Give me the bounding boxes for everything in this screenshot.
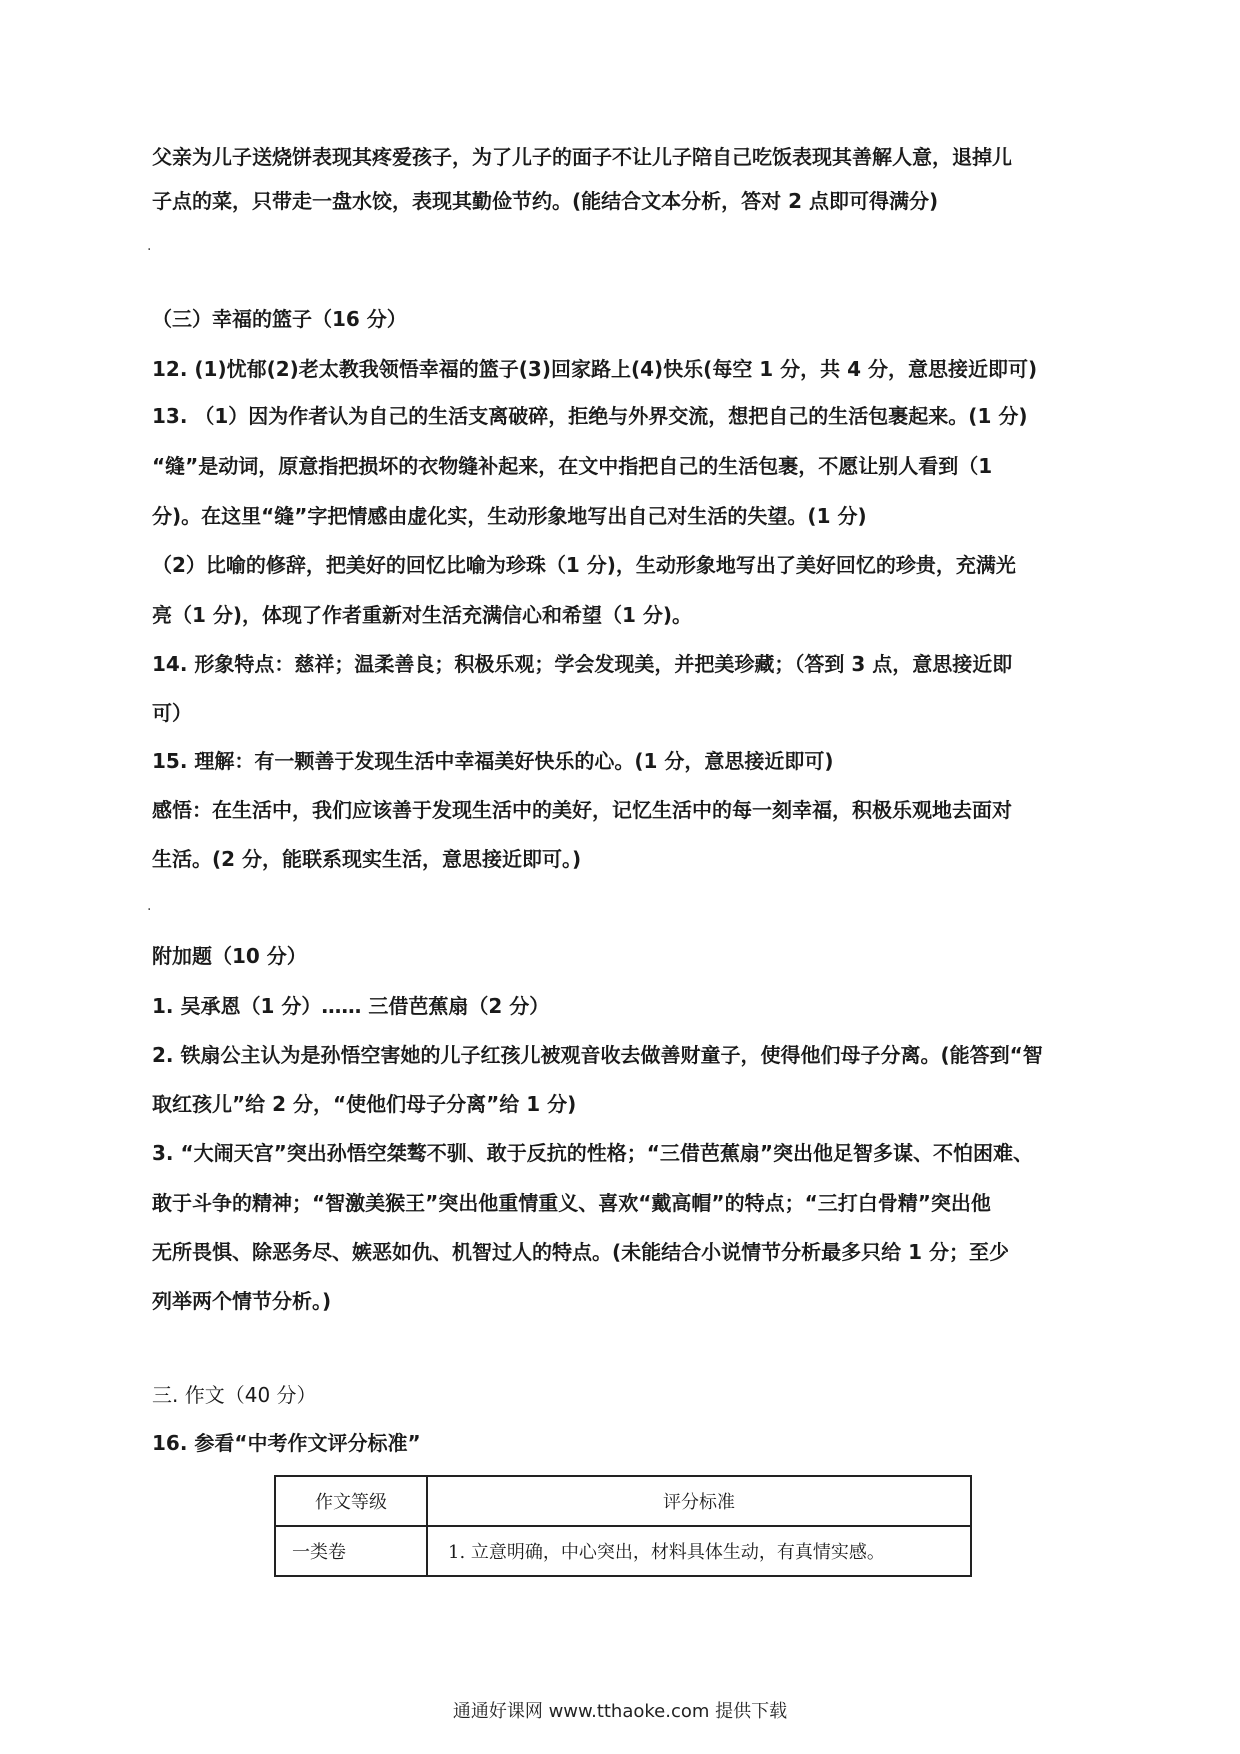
text-line: （2）比喻的修辞，把美好的回忆比喻为珍珠（1 分)，生动形象地写出了美好回忆的珍贵，充满光 (152, 553, 1016, 577)
text-line: 父亲为儿子送烧饼表现其疼爱孩子，为了儿子的面子不让儿子陪自己吃饭表现其善解人意，退掉儿 (152, 145, 1012, 169)
column-header: 作文等级 (275, 1476, 427, 1526)
stray-mark: . (147, 238, 152, 254)
section-heading: 附加题（10 分） (152, 944, 307, 968)
text-line: 敢于斗争的精神；“智激美猴王”突出他重情重义、喜欢“戴高帽”的特点；“三打白骨精”突出他 (152, 1191, 991, 1215)
scoring-table (274, 1475, 972, 1577)
text-line: 15. 理解：有一颗善于发现生活中幸福美好快乐的心。(1 分，意思接近即可) (152, 749, 834, 773)
table-cell: 1. 立意明确，中心突出，材料具体生动，有真情实感。 (427, 1526, 971, 1576)
text-line: 感悟：在生活中，我们应该善于发现生活中的美好，记忆生活中的每一刻幸福，积极乐观地去面对 (152, 798, 1012, 822)
section-heading: 三. 作文（40 分） (152, 1383, 317, 1407)
text-line: 1. 吴承恩（1 分）…… 三借芭蕉扇（2 分） (152, 994, 550, 1018)
text-line: 子点的菜，只带走一盘水饺，表现其勤俭节约。(能结合文本分析，答对 2 点即可得满分) (152, 189, 939, 213)
text-line: 分)。在这里“缝”字把情感由虚化实，生动形象地写出自己对生活的失望。(1 分) (152, 504, 867, 528)
text-line: 取红孩儿”给 2 分，“使他们母子分离”给 1 分) (152, 1092, 577, 1116)
text-line: 14. 形象特点：慈祥；温柔善良；积极乐观；学会发现美，并把美珍藏；（答到 3 点，意思接近即 (152, 652, 1013, 676)
column-header: 评分标准 (427, 1476, 971, 1526)
page-footer: 通通好课网 www.tthaoke.com 提供下载 (452, 1701, 788, 1722)
text-line: 列举两个情节分析。) (152, 1289, 332, 1313)
text-line: 生活。(2 分，能联系现实生活，意思接近即可。) (152, 847, 582, 871)
text-line: 16. 参看“中考作文评分标准” (152, 1431, 421, 1455)
table-row (275, 1526, 971, 1576)
text-line: 可） (152, 701, 192, 725)
text-line: 12. (1)忧郁(2)老太教我领悟幸福的篮子(3)回家路上(4)快乐(每空 1 分，共 4 分，意思接近即可) (152, 357, 1038, 381)
stray-mark: . (147, 898, 152, 914)
section-heading: （三）幸福的篮子（16 分） (152, 307, 407, 331)
text-line: 13. （1）因为作者认为自己的生活支离破碎，拒绝与外界交流，想把自己的生活包裹起来。(1 分) (152, 404, 1028, 428)
table-cell: 一类卷 (275, 1526, 427, 1576)
table-header-row (275, 1476, 971, 1526)
text-line: 无所畏惧、除恶务尽、嫉恶如仇、机智过人的特点。(未能结合小说情节分析最多只给 1 分；至少 (152, 1240, 1009, 1264)
text-line: 亮（1 分)，体现了作者重新对生活充满信心和希望（1 分)。 (152, 603, 693, 627)
text-line: 3. “大闹天宫”突出孙悟空桀骜不驯、敢于反抗的性格；“三借芭蕉扇”突出他足智多谋、不怕困难、 (152, 1141, 1034, 1165)
text-line: 2. 铁扇公主认为是孙悟空害她的儿子红孩儿被观音收去做善财童子，使得他们母子分离。(能答到“智 (152, 1043, 1043, 1067)
text-line: “缝”是动词，原意指把损坏的衣物缝补起来，在文中指把自己的生活包裹，不愿让别人看到（1 (152, 454, 993, 478)
